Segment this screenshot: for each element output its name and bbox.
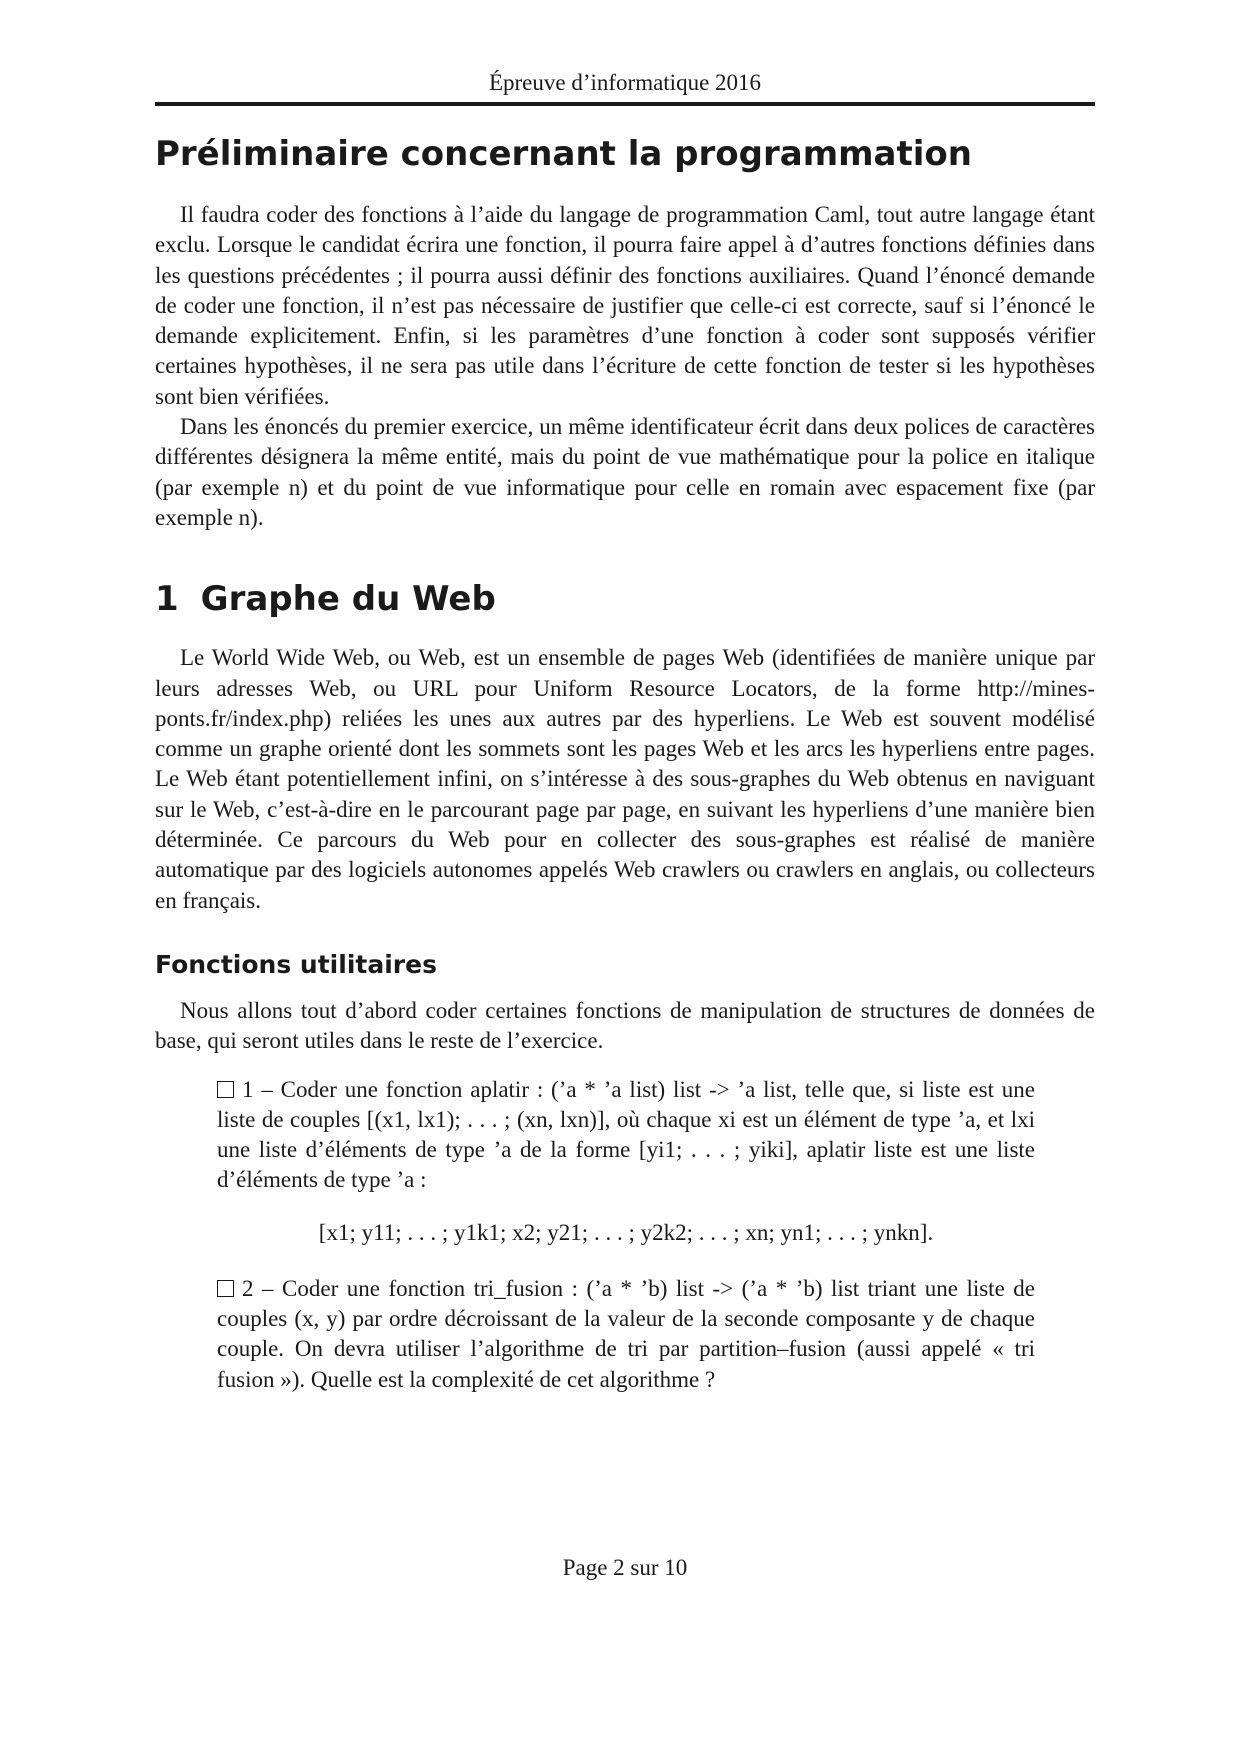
section-number: 1 — [155, 579, 179, 620]
question-1-statement — [217, 1075, 1035, 1196]
header-rule — [155, 102, 1095, 106]
question-1-display-formula: [x1; y11; . . . ; y1k1; x2; y21; . . . ; y2k2; . . . ; xn; yn1; . . . ; ynkn]. — [318, 1219, 934, 1245]
question-1-number: 1 — [242, 1076, 254, 1102]
section-heading — [155, 577, 1095, 621]
question-2 — [217, 1274, 1035, 1395]
document-page — [155, 0, 1095, 1754]
question-2-number: 2 — [242, 1275, 254, 1301]
prelim-paragraph-2: Dans les énoncés du premier exercice, un même identificateur écrit dans deux polices de caractères différentes désignera la même entité, mais du point de vue mathématique pour la police en italique (par exemple n) et du point de vue informatique pour celle en romain avec espacement fixe (par exemple n). — [155, 414, 1095, 530]
page-number: Page 2 sur 10 — [562, 1555, 688, 1580]
question-2-text: – Coder une fonction tri_fusion : (’a * ’b) list -> (’a * ’b) list triant une liste de couples (x, y) par ordre décroissant de la valeur de la seconde composante y de chaque couple. On devra utiliser l’algorithme de tri par partition–fusion (aussi appelé « tri fusion »). Quelle est la complexité de cet algorithme ? — [217, 1275, 1035, 1392]
checkbox-icon — [217, 1081, 234, 1098]
question-2-statement — [217, 1274, 1035, 1395]
question-1 — [217, 1075, 1035, 1248]
subsection-title: Fonctions utilitaires — [155, 949, 437, 979]
section-title: Graphe du Web — [200, 579, 496, 620]
running-header: Épreuve d’informatique 2016 — [488, 70, 762, 95]
checkbox-icon — [217, 1280, 234, 1297]
prelim-title: Préliminaire concernant la programmation — [155, 134, 972, 174]
page-content — [155, 132, 1095, 1395]
question-1-text: – Coder une fonction aplatir : (’a * ’a list) list -> ’a list, telle que, si liste est une liste de couples [(x1, lx1); . . . ; (xn, lxn)], où chaque xi est un élément de type ’a, et lxi une liste d’éléments de type ’a de la forme [yi1; . . . ; yiki], aplatir liste est une liste d’éléments de type ’a : — [217, 1076, 1036, 1193]
prelim-paragraph-1: Il faudra coder des fonctions à l’aide du langage de programmation Caml, tout autre langage étant exclu. Lorsque le candidat écrira une fonction, il pourra faire appel à d’autres fonctions définies dans les questions précédentes ; il pourra aussi définir des fonctions auxiliaires. Quand l’énoncé demande de coder une fonction, il n’est pas nécessaire de justifier que celle-ci est correcte, sauf si l’énoncé le demande explicitement. Enfin, si les paramètres d’une fonction à coder sont supposés vérifier certaines hypothèses, il ne sera pas utile dans l’écriture de cette fonction de tester si les hypothèses sont bien vérifiées. — [155, 202, 1095, 409]
section-paragraph-1: Le World Wide Web, ou Web, est un ensemble de pages Web (identifiées de manière unique par leurs adresses Web, ou URL pour Uniform Resource Locators, de la forme http://mines-ponts.fr/index.php) reliées les unes aux autres par des hyperliens. Le Web est souvent modélisé comme un graphe orienté dont les sommets sont les pages Web et les arcs les hyperliens entre pages. Le Web étant potentiellement infini, on s’intéresse à des sous-graphes du Web obtenus en naviguant sur le Web, c’est-à-dire en le parcourant page par page, en suivant les hyperliens d’une manière bien déterminée. Ce parcours du Web pour en collecter des sous-graphes est réalisé de manière automatique par des logiciels autonomes appelés Web crawlers ou crawlers en anglais, ou collecteurs en français. — [155, 645, 1095, 913]
subsection-paragraph-1: Nous allons tout d’abord coder certaines fonctions de manipulation de structures de données de base, qui seront utiles dans le reste de l’exercice. — [155, 997, 1095, 1054]
